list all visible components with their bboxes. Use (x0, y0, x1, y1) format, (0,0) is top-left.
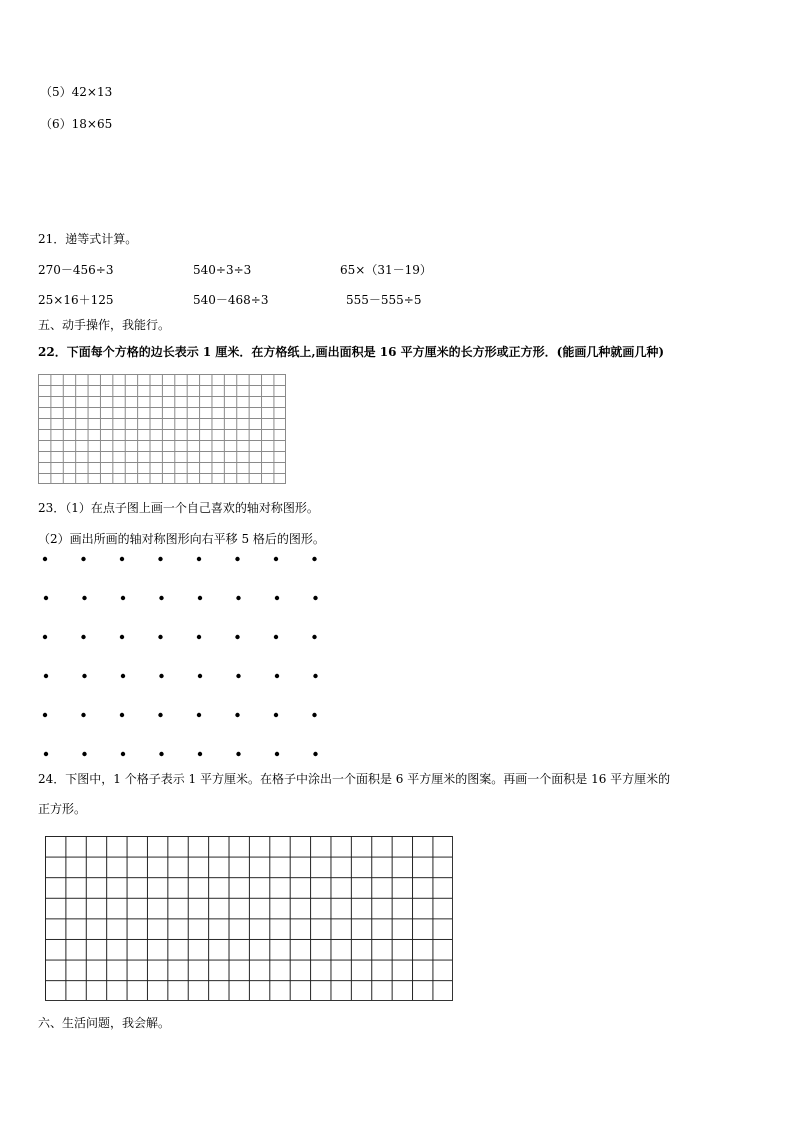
grid-dot[interactable] (313, 674, 317, 678)
q23-part2: （2）画出所画的轴对称图形向右平移 5 格后的图形。 (38, 532, 325, 546)
grid-dot[interactable] (81, 557, 85, 561)
grid-dot[interactable] (121, 752, 125, 756)
grid-dot[interactable] (44, 752, 48, 756)
grid-dot[interactable] (197, 557, 201, 561)
item-6: （6）18×65 (40, 117, 113, 131)
grid-dot[interactable] (197, 713, 201, 717)
grid-dot[interactable] (44, 674, 48, 678)
q24-text-line2: 正方形。 (38, 802, 87, 816)
grid-dot[interactable] (275, 674, 279, 678)
grid-dot[interactable] (82, 752, 86, 756)
grid-dot[interactable] (159, 752, 163, 756)
grid-dot[interactable] (121, 596, 125, 600)
q23-part1: 23．（1）在点子图上画一个自己喜欢的轴对称图形。 (38, 501, 319, 515)
q22-text: 22．下面每个方格的边长表示 1 厘米．在方格纸上,画出面积是 16 平方厘米的长方形或正方形．(能画几种就画几种) (38, 345, 664, 359)
grid-dot[interactable] (235, 635, 239, 639)
grid-dot[interactable] (43, 635, 47, 639)
grid-dot[interactable] (312, 557, 316, 561)
grid-dot[interactable] (274, 557, 278, 561)
grid-dot[interactable] (235, 557, 239, 561)
grid-dot[interactable] (313, 596, 317, 600)
grid-dot[interactable] (236, 752, 240, 756)
grid-dot[interactable] (81, 635, 85, 639)
grid-dot[interactable] (121, 674, 125, 678)
grid-dot[interactable] (81, 713, 85, 717)
grid-dot[interactable] (312, 713, 316, 717)
q24-square-grid[interactable] (45, 836, 453, 1001)
grid-dot[interactable] (236, 674, 240, 678)
grid-dot[interactable] (198, 674, 202, 678)
q21-expr-2: 540÷3÷3 (193, 263, 252, 277)
q21-expr-1: 270－456÷3 (38, 263, 114, 277)
grid-dot[interactable] (158, 635, 162, 639)
grid-dot[interactable] (236, 596, 240, 600)
grid-dot[interactable] (82, 596, 86, 600)
q21-expr-5: 540－468÷3 (193, 293, 269, 307)
grid-dot[interactable] (275, 596, 279, 600)
grid-dot[interactable] (158, 557, 162, 561)
grid-dot[interactable] (235, 713, 239, 717)
grid-dot[interactable] (158, 713, 162, 717)
grid-dot[interactable] (159, 674, 163, 678)
grid-dot[interactable] (198, 596, 202, 600)
grid-dot[interactable] (82, 674, 86, 678)
grid-dot[interactable] (198, 752, 202, 756)
q21-title: 21．递等式计算。 (38, 232, 138, 246)
item-5: （5）42×13 (40, 85, 113, 99)
grid-dot[interactable] (312, 635, 316, 639)
q21-expr-3: 65×（31－19） (340, 263, 432, 277)
grid-dot[interactable] (275, 752, 279, 756)
q21-expr-6: 555－555÷5 (346, 293, 422, 307)
grid-dot[interactable] (120, 713, 124, 717)
section-6-heading: 六、生活问题，我会解。 (38, 1016, 171, 1030)
grid-dot[interactable] (159, 596, 163, 600)
grid-dot[interactable] (120, 557, 124, 561)
q24-text-line1: 24．下图中，1 个格子表示 1 平方厘米。在格子中涂出一个面积是 6 平方厘米的图案。再画一个面积是 16 平方厘米的 (38, 772, 671, 786)
grid-dot[interactable] (274, 713, 278, 717)
grid-dot[interactable] (43, 557, 47, 561)
grid-dot[interactable] (313, 752, 317, 756)
grid-dot[interactable] (274, 635, 278, 639)
grid-dot[interactable] (43, 713, 47, 717)
section-5-heading: 五、动手操作，我能行。 (38, 318, 171, 332)
q21-expr-4: 25×16＋125 (38, 293, 114, 307)
grid-dot[interactable] (44, 596, 48, 600)
grid-dot[interactable] (120, 635, 124, 639)
grid-dot[interactable] (197, 635, 201, 639)
